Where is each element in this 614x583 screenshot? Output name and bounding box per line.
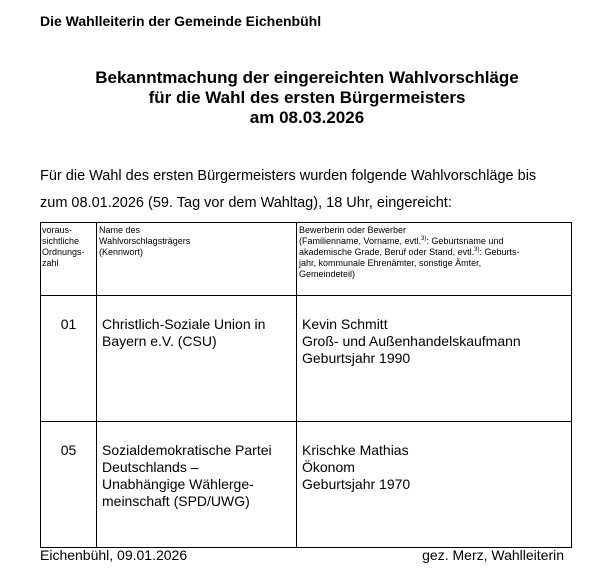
table-row	[41, 296, 572, 422]
candidate-details: Krischke Mathias Ökonom Geburtsjahr 1970	[297, 422, 572, 548]
title-line: am 08.03.2026	[249, 108, 365, 127]
place-and-date: Eichenbühl, 09.01.2026	[40, 547, 188, 563]
title-line: Bekanntmachung der eingereichten Wahlvorschläge	[95, 68, 519, 87]
proposer-name: Sozialdemokratische Partei Deutschlands – Unabhängige Wählerge- meinschaft (SPD/UWG)	[97, 422, 297, 548]
header-candidate: Bewerberin oder Bewerber (Familienname, Vorname, evtl.$^{3)}$: Geburtsname und akademische Grade, Beruf oder Stand, evtl.$^{3)}$: Geburts- jahr, kommunale Ehrenämter, sonstige Ämter, Gemeindeteil)	[297, 223, 572, 296]
order-number: 05	[41, 422, 97, 548]
header-proposer-name: Name des Wahlvorschlagsträgers (Kennwort)	[97, 223, 297, 296]
header-order-number: voraus- sichtliche Ordnungs- zahl	[41, 223, 97, 296]
intro-line: zum 08.01.2026 (59. Tag vor dem Wahltag), 18 Uhr, eingereicht:	[40, 195, 452, 211]
order-number: 01	[41, 296, 97, 422]
title-line: für die Wahl des ersten Bürgermeisters	[148, 88, 466, 107]
document-title	[0, 68, 614, 128]
intro-paragraph	[40, 163, 580, 217]
table-row	[41, 422, 572, 548]
intro-line: Für die Wahl des ersten Bürgermeisters wurden folgende Wahlvorschläge bis	[40, 168, 537, 184]
proposer-name: Christlich-Soziale Union in Bayern e.V. (CSU)	[97, 296, 297, 422]
issuing-authority: Die Wahlleiterin der Gemeinde Eichenbühl	[40, 13, 322, 29]
candidate-details: Kevin Schmitt Groß- und Außenhandelskaufmann Geburtsjahr 1990	[297, 296, 572, 422]
table-header-row	[41, 223, 572, 296]
candidate-table	[40, 222, 572, 548]
signature: gez. Merz, Wahlleiterin	[422, 547, 564, 563]
